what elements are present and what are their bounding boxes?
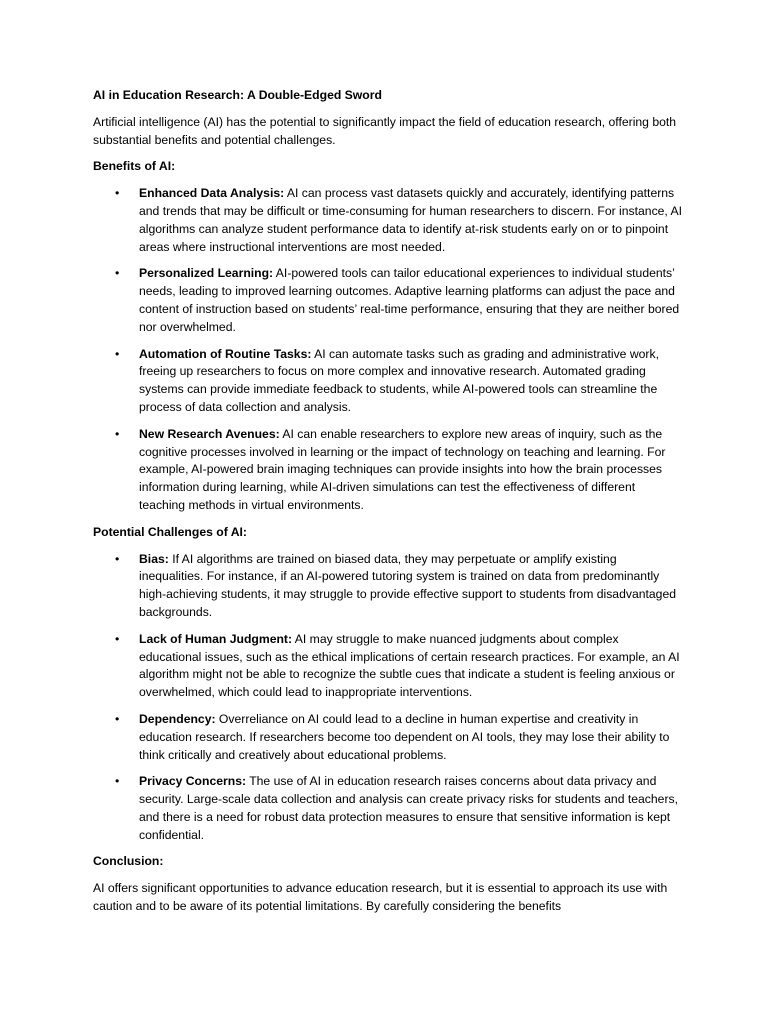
challenges-heading: Potential Challenges of AI: xyxy=(93,524,247,539)
item-lead: Bias: xyxy=(139,551,169,566)
conclusion-heading: Conclusion: xyxy=(93,854,164,869)
list-item xyxy=(93,346,683,417)
bullet-icon: • xyxy=(115,346,120,361)
bullet-icon: • xyxy=(115,551,120,566)
item-text: AI can automate tasks such as grading and administrative work, freeing up researchers to focus on more complex and innovative research. Automated grading systems can provide immediate feedback to students, while AI-powered tools can streamline the process of data collection and analysis. xyxy=(139,346,659,414)
item-lead: Dependency: xyxy=(139,711,216,726)
conclusion-paragraph: AI offers significant opportunities to advance education research, but it is essential to approach its use with caution and to be aware of its potential limitations. By carefully considering the benefits xyxy=(93,881,668,914)
bullet-icon: • xyxy=(115,774,120,789)
item-lead: Lack of Human Judgment: xyxy=(139,631,293,646)
list-item xyxy=(93,631,683,702)
item-lead: Privacy Concerns: xyxy=(139,774,247,789)
bullet-icon: • xyxy=(115,711,120,726)
list-item xyxy=(93,185,683,256)
benefits-heading: Benefits of AI: xyxy=(93,159,176,174)
bullet-icon: • xyxy=(115,631,120,646)
item-lead: New Research Avenues: xyxy=(139,426,280,441)
list-item xyxy=(93,551,683,622)
list-item xyxy=(93,426,683,515)
document-page xyxy=(93,87,683,925)
intro-paragraph: Artificial intelligence (AI) has the potential to significantly impact the field of education research, offering both substantial benefits and potential challenges. xyxy=(93,114,677,147)
document-title: AI in Education Research: A Double-Edged Sword xyxy=(93,88,382,102)
item-text: If AI algorithms are trained on biased data, they may perpetuate or amplify existing inequalities. For instance, if an AI-powered tutoring system is trained on data from predominantly high-achieving students, it may struggle to provide effective support to students from disadvantaged backgrounds. xyxy=(139,551,677,619)
item-lead: Enhanced Data Analysis: xyxy=(139,186,285,201)
item-text: AI may struggle to make nuanced judgments about complex educational issues, such as the ethical implications of certain research practices. For example, an AI algorithm might not be able to recognize the subtle cues that indicate a student is feeling anxious or overwhelmed, which could lead to inappropriate interventions. xyxy=(139,631,680,700)
item-text: AI can process vast datasets quickly and accurately, identifying patterns and trends that may be difficult or time-consuming for human researchers to discern. For instance, AI algorithms can analyze student performance data to identify at-risk students early on or to pinpoint areas where instructional interventions are most needed. xyxy=(139,186,683,254)
item-text: The use of AI in education research raises concerns about data privacy and security. Large-scale data collection and analysis can create privacy risks for students and teachers, and there is a need for robust data protection measures to ensure that sensitive information is kept confidential. xyxy=(139,774,678,842)
benefits-list xyxy=(93,185,683,515)
bullet-icon: • xyxy=(115,426,120,441)
list-item xyxy=(93,711,683,764)
list-item xyxy=(93,265,683,336)
list-item xyxy=(93,773,683,844)
item-text: AI can enable researchers to explore new areas of inquiry, such as the cognitive processes involved in learning or the impact of technology on teaching and learning. For example, AI-powered brain imaging techniques can provide insights into how the brain processes information during learning, while AI-driven simulations can test the effectiveness of different teaching methods in virtual environments. xyxy=(139,426,666,512)
item-text: AI-powered tools can tailor educational experiences to individual students’ needs, leading to improved learning outcomes. Adaptive learning platforms can adjust the pace and content of instruction based on students’ real-time performance, ensuring that they are neither bored nor overwhelmed. xyxy=(139,266,680,334)
item-text: Overreliance on AI could lead to a decline in human expertise and creativity in education research. If researchers become too dependent on AI tools, they may lose their ability to think critically and creatively about educational problems. xyxy=(139,711,670,762)
challenges-list xyxy=(93,551,683,845)
bullet-icon: • xyxy=(115,266,120,281)
bullet-icon: • xyxy=(115,186,120,201)
item-lead: Automation of Routine Tasks: xyxy=(139,346,312,361)
item-lead: Personalized Learning: xyxy=(139,266,274,281)
